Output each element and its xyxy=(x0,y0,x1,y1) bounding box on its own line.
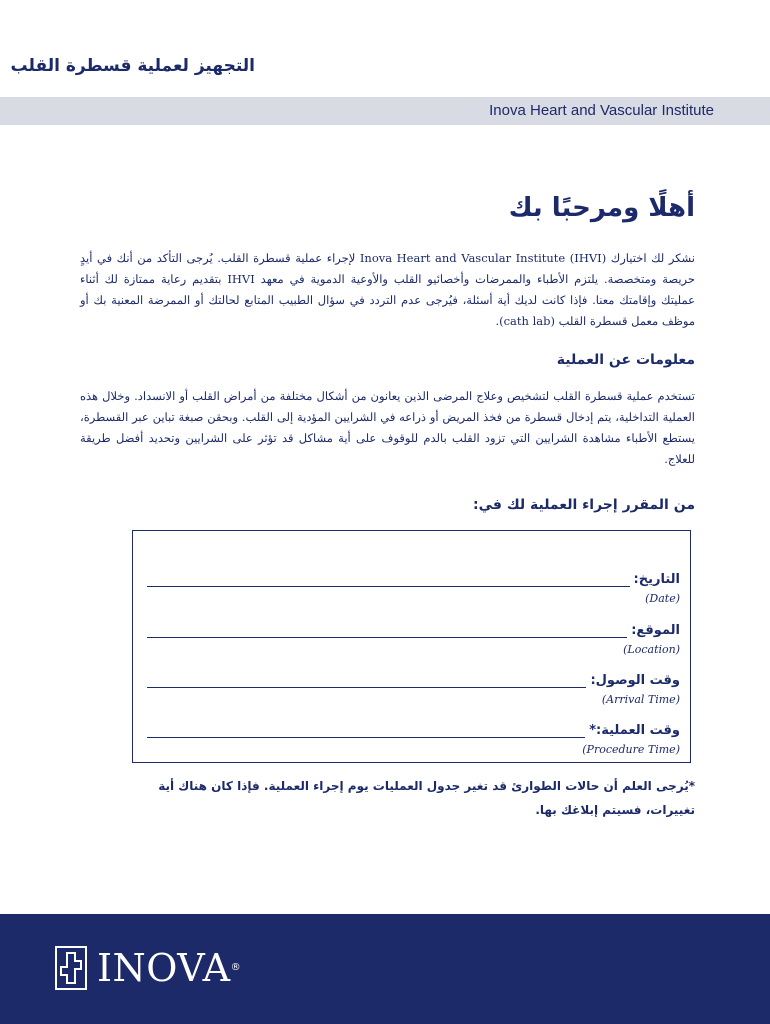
date-field xyxy=(147,565,680,611)
institute-name: Inova Heart and Vascular Institute xyxy=(489,102,714,119)
procedure-time-english-label: (Procedure Time) xyxy=(582,743,680,756)
intro-paragraph: نشكر لك اختيارك Inova Heart and Vascular Institute (IHVI) لإجراء عملية قسطرة القلب. يُرجى التأكد من أنك في أيدٍ حريصة ومتخصصة. يلتزم الأطباء والممرضات وأخصائيو القلب والأوعية الدموية في معهد IHVI بتقديم رعاية ممتازة لك أثناء عمليتك وإقامتك معنا. فإذا كانت لديك أية أسئلة، فيُرجى عدم التردد في سؤال الطبيب المتابع لحالتك أو الممرضة المعنية بك أو موظف معمل قسطرة القلب (cath lab). xyxy=(80,251,695,328)
schedule-heading: من المقرر إجراء العملية لك في: xyxy=(473,497,695,513)
arrival-time-blank-line[interactable] xyxy=(147,671,586,688)
date-english-label: (Date) xyxy=(645,592,680,605)
procedure-time-label: وقت العملية:* xyxy=(589,723,680,738)
welcome-heading: أهلًا ومرحبًا بك xyxy=(508,193,695,223)
procedure-time-blank-line[interactable] xyxy=(147,721,585,738)
inova-cross-icon xyxy=(55,946,87,990)
schedule-form xyxy=(132,530,691,763)
registered-mark: ® xyxy=(230,962,242,973)
institute-band xyxy=(0,97,770,125)
date-label: التاريخ: xyxy=(633,572,680,587)
page-title: التجهيز لعملية قسطرة القلب xyxy=(10,56,255,76)
procedure-time-field xyxy=(147,716,680,762)
location-english-label: (Location) xyxy=(623,643,680,656)
logo-text: INOVA xyxy=(97,946,231,990)
procedure-info-heading: معلومات عن العملية xyxy=(556,352,695,368)
emergency-note: *يُرجى العلم أن حالات الطوارئ قد تغير جدول العمليات يوم إجراء العملية. فإذا كان هناك أية تغييرات، فسيتم إبلاغك بها. xyxy=(158,779,695,817)
arrival-time-english-label: (Arrival Time) xyxy=(601,693,680,706)
location-blank-line[interactable] xyxy=(147,621,627,638)
procedure-info-paragraph: تستخدم عملية قسطرة القلب لتشخيص وعلاج المرضى الذين يعانون من أشكال مختلفة من أمراض القلب أو الانسداد. وخلال هذه العملية التداخلية، يتم إدخال قسطرة من فخذ المريض أو ذراعه في الشرايين المؤدية إلى القلب. وبحقن صبغة تباين عبر القسطرة، يستطع الأطباء مشاهدة الشرايين التي تزود القلب بالدم للوقوف على أية مشاكل قد تؤثر على الشرايين وتحديد أفضل طريقة للعلاج. xyxy=(80,389,695,466)
arrival-time-label: وقت الوصول: xyxy=(590,673,680,688)
date-blank-line[interactable] xyxy=(147,570,630,587)
inova-logo xyxy=(55,946,241,990)
location-label: الموقع: xyxy=(631,623,680,638)
arrival-time-field xyxy=(147,666,680,712)
location-field xyxy=(147,616,680,662)
